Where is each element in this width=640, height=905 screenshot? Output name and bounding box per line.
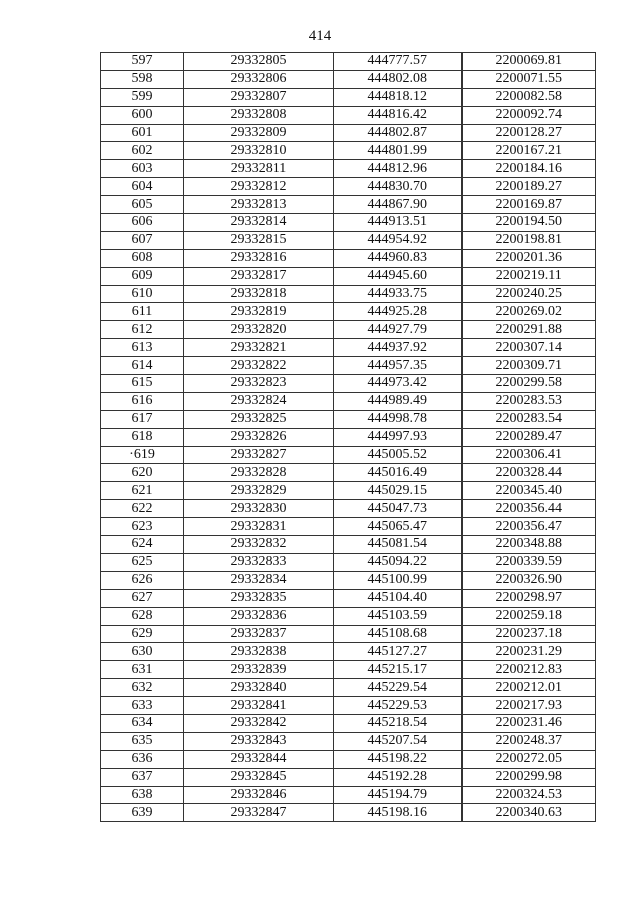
table-row (101, 714, 596, 732)
coordinates-table (100, 52, 596, 822)
y-coordinate-cell: 2200240.25 (462, 285, 596, 303)
point-number-cell: 612 (101, 321, 184, 339)
y-coordinate-cell: 2200309.71 (462, 357, 596, 375)
x-coordinate-cell: 444777.57 (334, 53, 462, 71)
y-coordinate-cell: 2200259.18 (462, 607, 596, 625)
x-coordinate-cell: 445229.53 (334, 697, 462, 715)
point-id-cell: 29332843 (184, 732, 334, 750)
point-id-cell: 29332810 (184, 142, 334, 160)
table-row (101, 70, 596, 88)
point-id-cell: 29332841 (184, 697, 334, 715)
x-coordinate-cell: 445192.28 (334, 768, 462, 786)
x-coordinate-cell: 444867.90 (334, 196, 462, 214)
point-id-cell: 29332836 (184, 607, 334, 625)
table-row (101, 142, 596, 160)
point-id-cell: 29332805 (184, 53, 334, 71)
y-coordinate-cell: 2200212.83 (462, 661, 596, 679)
x-coordinate-cell: 444937.92 (334, 339, 462, 357)
point-id-cell: 29332842 (184, 714, 334, 732)
table-row (101, 106, 596, 124)
y-coordinate-cell: 2200291.88 (462, 321, 596, 339)
table-row (101, 536, 596, 554)
y-coordinate-cell: 2200283.53 (462, 392, 596, 410)
point-number-cell: 630 (101, 643, 184, 661)
table-row (101, 178, 596, 196)
table-row (101, 357, 596, 375)
point-number-cell: 629 (101, 625, 184, 643)
x-coordinate-cell: 444925.28 (334, 303, 462, 321)
point-id-cell: 29332833 (184, 553, 334, 571)
y-coordinate-cell: 2200272.05 (462, 750, 596, 768)
y-coordinate-cell: 2200169.87 (462, 196, 596, 214)
table-row (101, 786, 596, 804)
x-coordinate-cell: 444830.70 (334, 178, 462, 196)
table-row (101, 196, 596, 214)
table-row (101, 446, 596, 464)
x-coordinate-cell: 444818.12 (334, 88, 462, 106)
x-coordinate-cell: 445005.52 (334, 446, 462, 464)
point-id-cell: 29332845 (184, 768, 334, 786)
x-coordinate-cell: 445100.99 (334, 571, 462, 589)
point-number-cell: 636 (101, 750, 184, 768)
point-id-cell: 29332821 (184, 339, 334, 357)
point-number-cell: 605 (101, 196, 184, 214)
y-coordinate-cell: 2200167.21 (462, 142, 596, 160)
x-coordinate-cell: 445029.15 (334, 482, 462, 500)
point-id-cell: 29332830 (184, 500, 334, 518)
y-coordinate-cell: 2200326.90 (462, 571, 596, 589)
point-number-cell: 628 (101, 607, 184, 625)
table-row (101, 679, 596, 697)
x-coordinate-cell: 445198.22 (334, 750, 462, 768)
y-coordinate-cell: 2200184.16 (462, 160, 596, 178)
x-coordinate-cell: 444973.42 (334, 375, 462, 393)
table-row (101, 392, 596, 410)
x-coordinate-cell: 444913.51 (334, 214, 462, 232)
y-coordinate-cell: 2200307.14 (462, 339, 596, 357)
x-coordinate-cell: 445218.54 (334, 714, 462, 732)
point-number-cell: 604 (101, 178, 184, 196)
point-number-cell: 623 (101, 518, 184, 536)
table-row (101, 518, 596, 536)
table-row (101, 214, 596, 232)
table-row (101, 804, 596, 822)
point-number-cell: 622 (101, 500, 184, 518)
point-id-cell: 29332816 (184, 249, 334, 267)
point-number-cell: 614 (101, 357, 184, 375)
point-number-cell: 610 (101, 285, 184, 303)
point-id-cell: 29332831 (184, 518, 334, 536)
point-number-cell: 602 (101, 142, 184, 160)
y-coordinate-cell: 2200198.81 (462, 231, 596, 249)
point-number-cell: 613 (101, 339, 184, 357)
y-coordinate-cell: 2200194.50 (462, 214, 596, 232)
point-number-cell: 611 (101, 303, 184, 321)
y-coordinate-cell: 2200269.02 (462, 303, 596, 321)
point-number-cell: 609 (101, 267, 184, 285)
table-row (101, 589, 596, 607)
point-id-cell: 29332808 (184, 106, 334, 124)
table-row (101, 661, 596, 679)
y-coordinate-cell: 2200217.93 (462, 697, 596, 715)
table-row (101, 643, 596, 661)
y-coordinate-cell: 2200231.29 (462, 643, 596, 661)
point-number-cell: 634 (101, 714, 184, 732)
point-id-cell: 29332818 (184, 285, 334, 303)
x-coordinate-cell: 445108.68 (334, 625, 462, 643)
point-id-cell: 29332817 (184, 267, 334, 285)
point-id-cell: 29332824 (184, 392, 334, 410)
x-coordinate-cell: 444927.79 (334, 321, 462, 339)
point-number-cell: 608 (101, 249, 184, 267)
x-coordinate-cell: 444997.93 (334, 428, 462, 446)
table-row (101, 303, 596, 321)
x-coordinate-cell: 445047.73 (334, 500, 462, 518)
point-id-cell: 29332809 (184, 124, 334, 142)
point-id-cell: 29332837 (184, 625, 334, 643)
table-row (101, 285, 596, 303)
point-id-cell: 29332835 (184, 589, 334, 607)
y-coordinate-cell: 2200189.27 (462, 178, 596, 196)
y-coordinate-cell: 2200283.54 (462, 410, 596, 428)
y-coordinate-cell: 2200345.40 (462, 482, 596, 500)
point-id-cell: 29332819 (184, 303, 334, 321)
point-number-cell: 600 (101, 106, 184, 124)
point-id-cell: 29332815 (184, 231, 334, 249)
table-row (101, 571, 596, 589)
x-coordinate-cell: 444998.78 (334, 410, 462, 428)
y-coordinate-cell: 2200289.47 (462, 428, 596, 446)
y-coordinate-cell: 2200299.58 (462, 375, 596, 393)
table-row (101, 500, 596, 518)
table-row (101, 553, 596, 571)
coordinates-table-container (100, 52, 595, 822)
y-coordinate-cell: 2200356.47 (462, 518, 596, 536)
point-id-cell: 29332820 (184, 321, 334, 339)
x-coordinate-cell: 444989.49 (334, 392, 462, 410)
table-row (101, 124, 596, 142)
point-id-cell: 29332826 (184, 428, 334, 446)
table-row (101, 339, 596, 357)
point-id-cell: 29332806 (184, 70, 334, 88)
y-coordinate-cell: 2200212.01 (462, 679, 596, 697)
y-coordinate-cell: 2200324.53 (462, 786, 596, 804)
point-number-cell: 627 (101, 589, 184, 607)
x-coordinate-cell: 444945.60 (334, 267, 462, 285)
point-number-cell: 620 (101, 464, 184, 482)
y-coordinate-cell: 2200298.97 (462, 589, 596, 607)
table-row (101, 697, 596, 715)
y-coordinate-cell: 2200219.11 (462, 267, 596, 285)
x-coordinate-cell: 444802.08 (334, 70, 462, 88)
x-coordinate-cell: 445104.40 (334, 589, 462, 607)
point-id-cell: 29332823 (184, 375, 334, 393)
point-number-cell: ·619 (101, 446, 184, 464)
point-id-cell: 29332812 (184, 178, 334, 196)
point-id-cell: 29332844 (184, 750, 334, 768)
x-coordinate-cell: 445065.47 (334, 518, 462, 536)
table-row (101, 321, 596, 339)
point-number-cell: 638 (101, 786, 184, 804)
point-number-cell: 632 (101, 679, 184, 697)
point-number-cell: 626 (101, 571, 184, 589)
x-coordinate-cell: 445081.54 (334, 536, 462, 554)
y-coordinate-cell: 2200306.41 (462, 446, 596, 464)
table-row (101, 768, 596, 786)
table-row (101, 160, 596, 178)
point-number-cell: 633 (101, 697, 184, 715)
table-row (101, 482, 596, 500)
y-coordinate-cell: 2200248.37 (462, 732, 596, 750)
y-coordinate-cell: 2200299.98 (462, 768, 596, 786)
point-id-cell: 29332813 (184, 196, 334, 214)
table-row (101, 375, 596, 393)
point-id-cell: 29332832 (184, 536, 334, 554)
point-number-cell: 631 (101, 661, 184, 679)
x-coordinate-cell: 444957.35 (334, 357, 462, 375)
point-id-cell: 29332839 (184, 661, 334, 679)
x-coordinate-cell: 445094.22 (334, 553, 462, 571)
x-coordinate-cell: 444812.96 (334, 160, 462, 178)
y-coordinate-cell: 2200339.59 (462, 553, 596, 571)
y-coordinate-cell: 2200069.81 (462, 53, 596, 71)
x-coordinate-cell: 445194.79 (334, 786, 462, 804)
point-number-cell: 615 (101, 375, 184, 393)
point-id-cell: 29332827 (184, 446, 334, 464)
point-number-cell: 598 (101, 70, 184, 88)
point-number-cell: 635 (101, 732, 184, 750)
point-id-cell: 29332814 (184, 214, 334, 232)
table-row (101, 231, 596, 249)
x-coordinate-cell: 444933.75 (334, 285, 462, 303)
point-number-cell: 624 (101, 536, 184, 554)
point-id-cell: 29332807 (184, 88, 334, 106)
point-id-cell: 29332834 (184, 571, 334, 589)
table-row (101, 88, 596, 106)
table-row (101, 410, 596, 428)
y-coordinate-cell: 2200201.36 (462, 249, 596, 267)
table-row (101, 625, 596, 643)
table-row (101, 732, 596, 750)
point-id-cell: 29332825 (184, 410, 334, 428)
x-coordinate-cell: 445229.54 (334, 679, 462, 697)
y-coordinate-cell: 2200328.44 (462, 464, 596, 482)
x-coordinate-cell: 444816.42 (334, 106, 462, 124)
table-row (101, 249, 596, 267)
y-coordinate-cell: 2200092.74 (462, 106, 596, 124)
x-coordinate-cell: 444960.83 (334, 249, 462, 267)
x-coordinate-cell: 445127.27 (334, 643, 462, 661)
y-coordinate-cell: 2200071.55 (462, 70, 596, 88)
x-coordinate-cell: 445103.59 (334, 607, 462, 625)
x-coordinate-cell: 445215.17 (334, 661, 462, 679)
point-id-cell: 29332847 (184, 804, 334, 822)
table-row (101, 267, 596, 285)
point-id-cell: 29332822 (184, 357, 334, 375)
point-number-cell: 597 (101, 53, 184, 71)
point-number-cell: 637 (101, 768, 184, 786)
y-coordinate-cell: 2200340.63 (462, 804, 596, 822)
x-coordinate-cell: 444954.92 (334, 231, 462, 249)
y-coordinate-cell: 2200348.88 (462, 536, 596, 554)
y-coordinate-cell: 2200082.58 (462, 88, 596, 106)
y-coordinate-cell: 2200128.27 (462, 124, 596, 142)
x-coordinate-cell: 445207.54 (334, 732, 462, 750)
point-id-cell: 29332829 (184, 482, 334, 500)
point-number-cell: 599 (101, 88, 184, 106)
x-coordinate-cell: 445016.49 (334, 464, 462, 482)
point-id-cell: 29332838 (184, 643, 334, 661)
point-number-cell: 606 (101, 214, 184, 232)
table-body (101, 53, 596, 822)
page-number: 414 (308, 28, 332, 44)
point-id-cell: 29332840 (184, 679, 334, 697)
table-row (101, 607, 596, 625)
table-row (101, 464, 596, 482)
table-row (101, 750, 596, 768)
table-row (101, 428, 596, 446)
y-coordinate-cell: 2200231.46 (462, 714, 596, 732)
point-number-cell: 625 (101, 553, 184, 571)
point-number-cell: 639 (101, 804, 184, 822)
x-coordinate-cell: 444801.99 (334, 142, 462, 160)
point-number-cell: 616 (101, 392, 184, 410)
x-coordinate-cell: 444802.87 (334, 124, 462, 142)
y-coordinate-cell: 2200356.44 (462, 500, 596, 518)
point-number-cell: 601 (101, 124, 184, 142)
point-id-cell: 29332811 (184, 160, 334, 178)
point-number-cell: 621 (101, 482, 184, 500)
point-id-cell: 29332828 (184, 464, 334, 482)
x-coordinate-cell: 445198.16 (334, 804, 462, 822)
point-number-cell: 607 (101, 231, 184, 249)
point-number-cell: 603 (101, 160, 184, 178)
point-number-cell: 618 (101, 428, 184, 446)
table-row (101, 53, 596, 71)
point-id-cell: 29332846 (184, 786, 334, 804)
point-number-cell: 617 (101, 410, 184, 428)
y-coordinate-cell: 2200237.18 (462, 625, 596, 643)
